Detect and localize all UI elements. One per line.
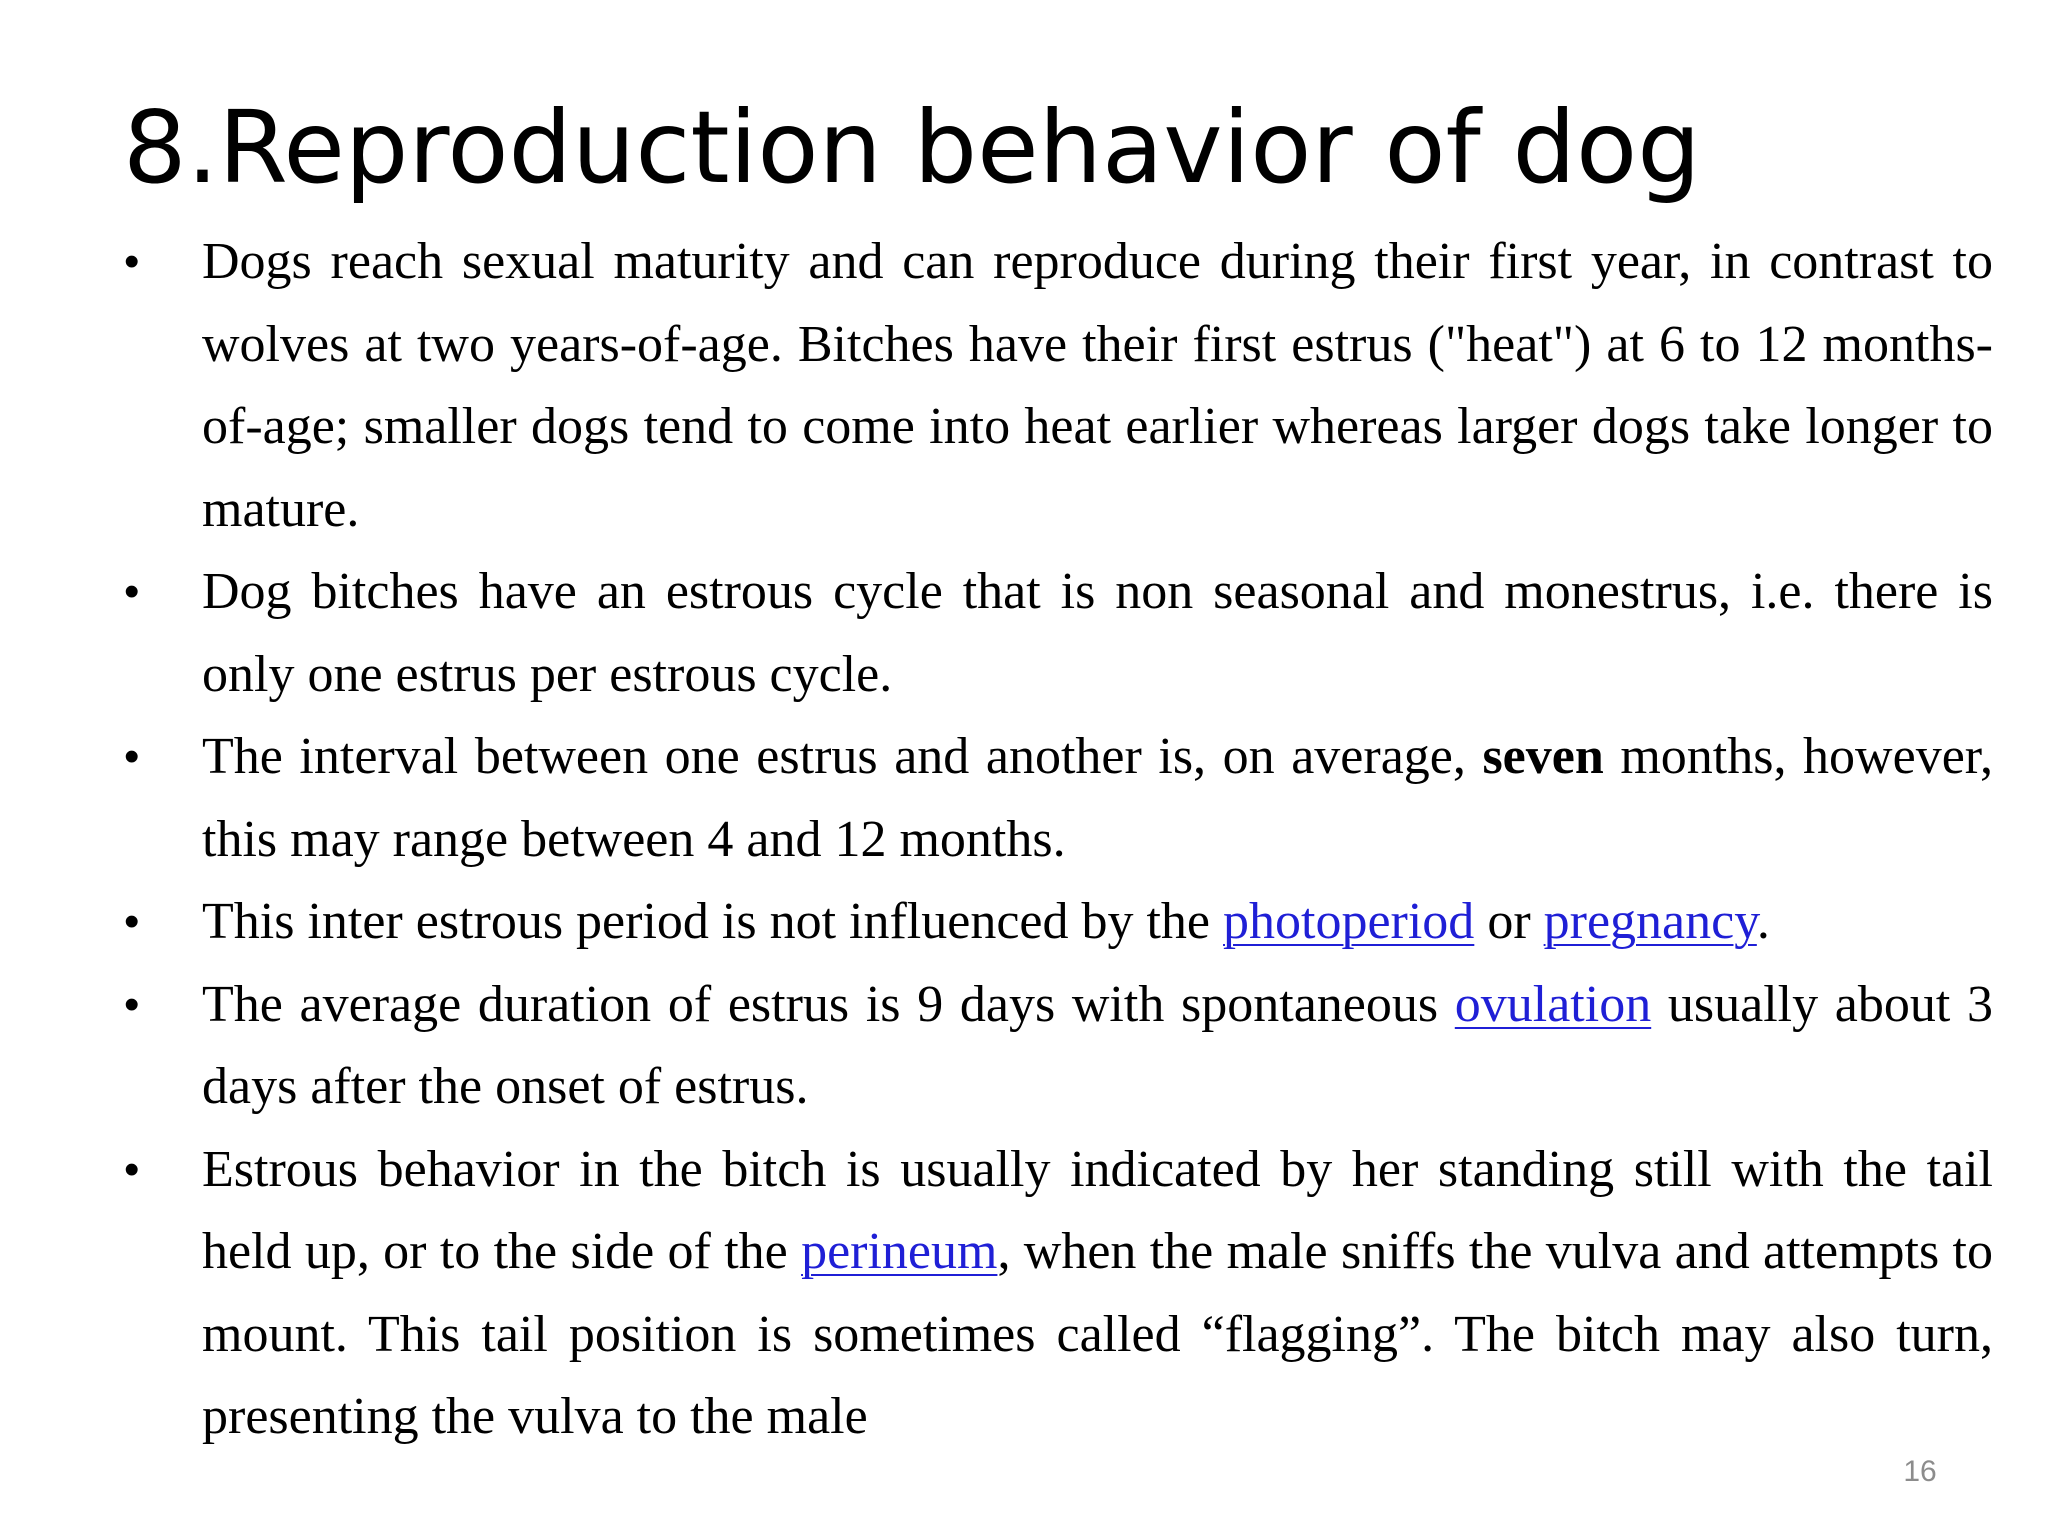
- bullet-text: This inter estrous period is not influenced by the: [202, 893, 1224, 950]
- bullet-item-estrus-interval: [118, 716, 1993, 881]
- bullet-text: Dogs reach sexual maturity and can reproduce during their first year, in contrast to wolves at two years-of-age. Bitches have their first estrus ("heat") at 6 to 12 months-of-age; smaller dogs tend to come into heat earlier whereas larger dogs take longer to mature.: [202, 233, 1993, 538]
- bullet-text: or: [1474, 893, 1544, 950]
- slide-title: 8.Reproduction behavior of dog: [123, 89, 1701, 206]
- bullet-item-estrus-duration: [118, 964, 1993, 1129]
- bullet-list: [118, 221, 1993, 1459]
- bullet-dot-icon: •: [124, 237, 140, 286]
- bullet-dot-icon: •: [124, 979, 140, 1029]
- link-photoperiod[interactable]: photoperiod: [1223, 893, 1475, 950]
- bullet-text: , when the male sniffs the vulva and attempts to mount. This tail position is sometimes called “flagging”. The bitch may also turn, presenting the vulva to the male: [202, 1223, 1993, 1445]
- bullet-item-estrous-cycle: [118, 551, 1993, 716]
- bullet-bold-text: seven: [1482, 728, 1604, 785]
- bullet-text: usually about 3 days after the onset of estrus.: [202, 975, 1993, 1115]
- bullet-item-sexual-maturity: [118, 221, 1993, 551]
- page-number: 16: [1903, 1455, 1937, 1488]
- bullet-item-estrous-behavior: [118, 1129, 1993, 1459]
- bullet-text: The interval between one estrus and another is, on average,: [202, 728, 1483, 785]
- bullet-item-inter-estrous-period: [118, 881, 1993, 964]
- bullet-text: months, however, this may range between 4 and 12 months.: [202, 728, 1994, 868]
- link-pregnancy[interactable]: pregnancy: [1543, 893, 1757, 950]
- bullet-text: The average duration of estrus is 9 days with spontaneous: [202, 975, 1455, 1033]
- bullet-text: Estrous behavior in the bitch is usually indicated by her standing still with the tail held up, or to the side of the: [202, 1140, 1993, 1280]
- bullet-text: Dog bitches have an estrous cycle that is non seasonal and monestrus, i.e. there is only one estrus per estrous cycle.: [202, 563, 1993, 703]
- bullet-dot-icon: •: [124, 897, 140, 946]
- bullet-dot-icon: •: [124, 732, 140, 781]
- bullet-dot-icon: •: [124, 567, 140, 616]
- bullet-dot-icon: •: [124, 1144, 140, 1194]
- bullet-text: .: [1756, 893, 1770, 950]
- link-perineum[interactable]: perineum: [801, 1223, 998, 1280]
- link-ovulation[interactable]: ovulation: [1454, 975, 1652, 1033]
